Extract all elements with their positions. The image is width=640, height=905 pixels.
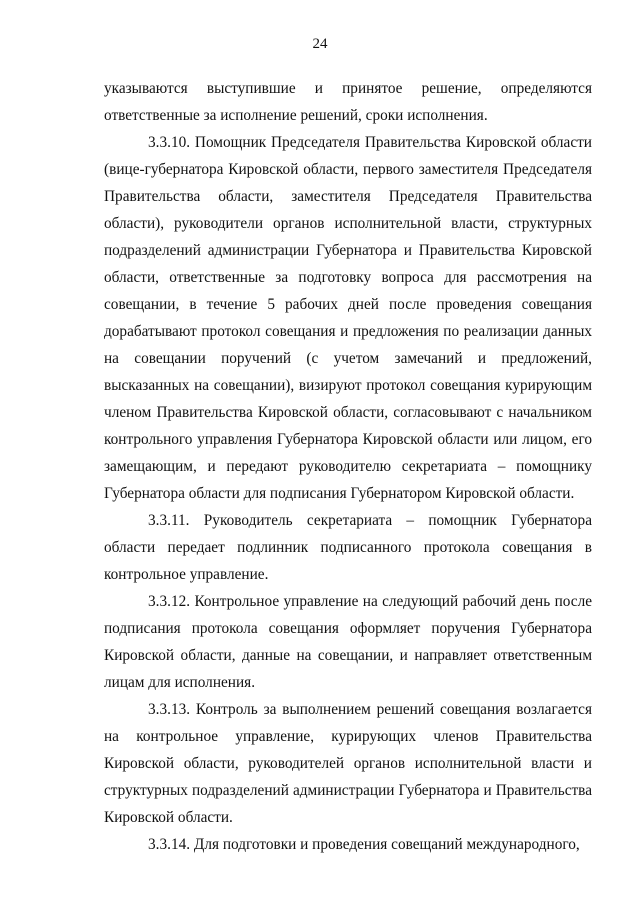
paragraph-3-3-13: 3.3.13. Контроль за выполнением решений совещания возлагается на контрольное управление, курирующих членов Правительства Кировской области, руководителей органов исполнительной власти и структурных подразделений администрации Губернатора и Правительства Кировской области. (104, 701, 592, 826)
document-body (104, 75, 592, 858)
paragraph-3-3-10: 3.3.10. Помощник Председателя Правительства Кировской области (вице-губернатора Кировской области, первого заместителя Председателя Правительства области, заместителя Председателя Правительства области), руководители органов исполнительной власти, структурных подразделений администрации Губернатора и Правительства Кировской области, ответственные за подготовку вопроса для рассмотрения на совещании, в течение 5 рабочих дней после проведения совещания дорабатывают протокол совещания и предложения по реализации данных на совещании поручений (с учетом замечаний и предложений, высказанных на совещании), визируют протокол совещания курирующим членом Правительства Кировской области, согласовывают с начальником контрольного управления Губернатора Кировской области или лицом, его замещающим, и передают руководителю секретариата – помощнику Губернатора области для подписания Губернатором Кировской области. (104, 134, 592, 502)
page-number: 24 (312, 36, 328, 52)
paragraph-3-3-11: 3.3.11. Руководитель секретариата – помощник Губернатора области передает подлинник подписанного протокола совещания в контрольное управление. (104, 512, 592, 583)
paragraph-3-3-12: 3.3.12. Контрольное управление на следующий рабочий день после подписания протокола совещания оформляет поручения Губернатора Кировской области, данные на совещании, и направляет ответственным лицам для исполнения. (104, 593, 592, 691)
paragraph-continuation: указываются выступившие и принятое решение, определяются ответственные за исполнение решений, сроки исполнения. (104, 80, 592, 124)
paragraph-3-3-14: 3.3.14. Для подготовки и проведения совещаний международного, (148, 836, 580, 853)
